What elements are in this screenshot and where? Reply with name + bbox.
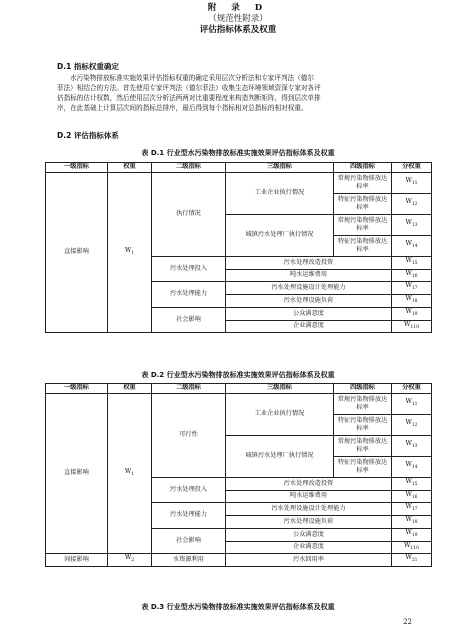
- subweight-cell: $W_{11}$: [392, 394, 432, 415]
- table-d1: [45, 162, 432, 333]
- subweight-cell: $W_{18}$: [392, 295, 432, 308]
- subweight-cell: $W_{15}$: [392, 257, 432, 270]
- level4-cell: 特征污染物排放达标率: [334, 236, 392, 257]
- subweight-cell: $W_{11}$: [392, 173, 432, 194]
- weight-cell: $W_2$: [108, 554, 152, 567]
- level4-cell: 常规污染物排放达标率: [334, 436, 392, 457]
- level1-cell: 间接影响: [46, 554, 108, 567]
- table-d3-caption: 表 D.3 行业型水污染物排放标准实施效果评估指标体系及权重: [141, 603, 335, 611]
- level4-cell: 特征污染物排放达标率: [334, 415, 392, 436]
- appendix-title: 附 录 D: [207, 3, 269, 13]
- col-header: 二级指标: [152, 163, 226, 173]
- level2-cell: 可行性: [152, 394, 226, 478]
- subweight-cell: $W_{13}$: [392, 436, 432, 457]
- subweight-cell: $W_{14}$: [392, 236, 432, 257]
- level3-cell: 工业企业执行情况: [226, 394, 334, 436]
- level4-cell: 特征污染物排放达标率: [334, 457, 392, 478]
- level3-cell: 污水处理改造投资: [226, 257, 392, 270]
- level3-cell: 城镇污水处理厂执行情况: [226, 215, 334, 257]
- level3-cell: 污水处理改造投资: [226, 478, 392, 491]
- level2-cell: 执行情况: [152, 173, 226, 257]
- subweight-cell: $W_{19}$: [392, 307, 432, 320]
- level1-cell: 直接影响: [46, 394, 108, 554]
- subweight-cell: $W_{12}$: [392, 415, 432, 436]
- subweight-cell: $W_{15}$: [392, 478, 432, 491]
- col-header: 四级指标: [334, 163, 392, 173]
- level3-cell: 工业企业执行情况: [226, 173, 334, 215]
- level3-cell: 公众满意度: [226, 528, 392, 541]
- col-header: 一级指标: [46, 163, 108, 173]
- col-header: 三级指标: [226, 384, 334, 394]
- subweight-cell: $W_{21}$: [392, 554, 432, 567]
- level4-cell: 特征污染物排放达标率: [334, 194, 392, 215]
- level3-cell: 企业满意度: [226, 541, 392, 554]
- level3-cell: 污水处理设施负荷: [226, 295, 392, 308]
- subweight-cell: $W_{17}$: [392, 282, 432, 295]
- level2-cell: 污水处理投入: [152, 257, 226, 282]
- level3-cell: 吨水运维费用: [226, 269, 392, 282]
- table-d2: [45, 383, 432, 567]
- level4-cell: 常规污染物排放达标率: [334, 215, 392, 236]
- subweight-cell: $W_{17}$: [392, 503, 432, 516]
- level4-cell: 常规污染物排放达标率: [334, 173, 392, 194]
- appendix-heading: 评估指标体系及权重: [199, 25, 277, 35]
- level3-cell: 污水处理设施负荷: [226, 516, 392, 529]
- subweight-cell: $W_{14}$: [392, 457, 432, 478]
- level2-cell: 社会影响: [152, 307, 226, 332]
- subweight-cell: $W_{19}$: [392, 528, 432, 541]
- weight-cell: $W_1$: [108, 173, 152, 333]
- level3-cell: 企业满意度: [226, 320, 392, 333]
- level3-cell: 城镇污水处理厂执行情况: [226, 436, 334, 478]
- level3-cell: 污水处理设施设计处理能力: [226, 282, 392, 295]
- paragraph-line: 菲法）相结合的方法。首先使用专家评判法（德尔菲法）收集生态环境领域资深专家对各评: [57, 84, 321, 92]
- level2-cell: 污水处理能力: [152, 503, 226, 528]
- level2-cell: 社会影响: [152, 528, 226, 553]
- table-d2-caption: 表 D.2 行业型水污染物排放标准实施效果评估指标体系及权重: [141, 371, 335, 379]
- level4-cell: 常规污染物排放达标率: [334, 394, 392, 415]
- col-header: 一级指标: [46, 384, 108, 394]
- level3-cell: 污水回用率: [226, 554, 392, 567]
- col-header: 分权重: [392, 384, 432, 394]
- col-header: 权重: [108, 163, 152, 173]
- col-header: 分权重: [392, 163, 432, 173]
- level2-cell: 水资源利用: [152, 554, 226, 567]
- col-header: 二级指标: [152, 384, 226, 394]
- paragraph-line: 序，在此基础上计算层次间的指标总排序，最后得到每个指标相对总指标的相对权重。: [57, 104, 308, 112]
- col-header: 四级指标: [334, 384, 392, 394]
- level1-cell: 直接影响: [46, 173, 108, 333]
- level3-cell: 吨水运维费用: [226, 490, 392, 503]
- paragraph-line: 估指标的估计权数，然后使用层次分析法两两对比重要程度来构造判断矩阵，得到层次单排: [57, 94, 321, 102]
- subweight-cell: $W_{16}$: [392, 269, 432, 282]
- appendix-header: [0, 3, 476, 36]
- level3-cell: 公众满意度: [226, 307, 392, 320]
- subweight-cell: $W_{12}$: [392, 194, 432, 215]
- level2-cell: 污水处理投入: [152, 478, 226, 503]
- col-header: 权重: [108, 384, 152, 394]
- subweight-cell: $W_{16}$: [392, 490, 432, 503]
- paragraph-line: 水污染物排放标准实施效果评估指标权重的确定采用层次分析法和专家评判法（德尔: [70, 74, 314, 82]
- subweight-cell: $W_{110}$: [392, 320, 432, 333]
- level2-cell: 污水处理能力: [152, 282, 226, 307]
- section-d1-title: D.1 指标权重确定: [57, 62, 119, 71]
- subweight-cell: $W_{18}$: [392, 516, 432, 529]
- section-d1-paragraph: [57, 73, 422, 113]
- appendix-subtitle: （规范性附录）: [208, 14, 268, 24]
- weight-cell: $W_1$: [108, 394, 152, 554]
- level3-cell: 污水处理设施设计处理能力: [226, 503, 392, 516]
- subweight-cell: $W_{110}$: [392, 541, 432, 554]
- section-d2-title: D.2 评估指标体系: [57, 131, 119, 140]
- subweight-cell: $W_{13}$: [392, 215, 432, 236]
- page-number: 22: [403, 618, 412, 626]
- table-d1-caption: 表 D.1 行业型水污染物排放标准实施效果评估指标体系及权重: [141, 149, 335, 157]
- col-header: 三级指标: [226, 163, 334, 173]
